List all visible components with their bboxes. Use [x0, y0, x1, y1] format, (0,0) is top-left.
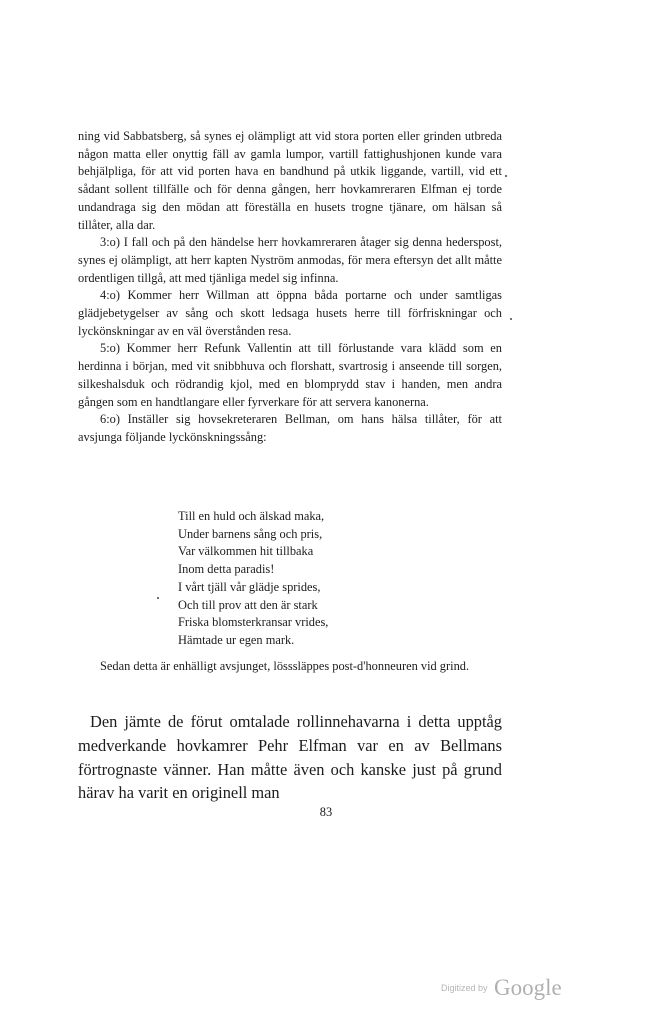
poem-line: Och till prov att den är stark — [178, 597, 318, 612]
digitized-by-label: Digitized by — [441, 983, 488, 993]
poem-line: Till en huld och älskad maka, — [178, 509, 325, 523]
paragraph-continuation: ning vid Sabbatsberg, så synes ej olämpligt att vid stora porten eller grinden utbreda någon matta eller onyttig fäll av gamla lumpor, vartill fattighushjonen kunde vara behjälpliga, för att vid porten hava en bandhund på utkik liggande, vartill, vid ett sådant sollent tillfälle och för denna gången, herr hovkamreraren Elfman ej torde undandraga sig den mödan att föreställa en husets trogne tjänare, om hälsan så tillåter, alla dar. — [78, 129, 502, 232]
poem-line: Hämtade ur egen mark. — [178, 632, 295, 647]
paragraph-item-5: 5:o) Kommer herr Refunk Vallentin att till förlustande vara klädd som en herdinna i början, med vit snibbhuva och florshatt, svartrosig i anseende till sorgen, silkeshalsduk och rödrandig kjol, med en blomprydd stav i handen, men andra gången som en handtlangare eller fyrverkare för att servera kanonerna. — [78, 341, 502, 409]
paragraph-item-3: 3:o) I fall och på den händelse herr hovkamreraren åtager sig denna hederspost, synes ej olämpligt, att herr kapten Nyström anmodas, för mera eftersyn det allt måtte ordentligen tillgå, att med tjänliga medel sig infinna. — [78, 235, 502, 285]
digitized-by-google-watermark — [441, 975, 562, 1001]
text-block-upper — [78, 128, 502, 447]
google-logo: Google — [493, 975, 562, 1000]
page-number: 83 — [319, 805, 333, 819]
main-paragraph: Den jämte de förut omtalade rollinnehavarna i detta upptåg medverkande hovkamrer Pehr Elfman var en av Bellmans förtrognaste vänner. Han måtte även och kanske just på grund härav ha varit en originell man — [78, 712, 502, 803]
ink-speck — [505, 175, 507, 177]
poem-line: I vårt tjäll vår glädje sprides, — [178, 579, 321, 594]
poem-line: Friska blomsterkransar vrides, — [178, 615, 329, 630]
paragraph-item-4: 4:o) Kommer herr Willman att öppna båda portarne och under samtligas glädjebetygelser av sång och skott ledsaga husets herre till förfriskningar och lyckönskningar av en väl överstånden resa. — [78, 288, 502, 338]
poem-line: Under barnens sång och pris, — [178, 526, 323, 541]
closing-paragraph: Sedan detta är enhälligt avsjunget, lösssläppes post-d'honneuren vid grind. — [100, 659, 470, 673]
poem-line: Var välkommen hit tillbaka — [178, 544, 314, 559]
poem-stanza — [178, 508, 438, 650]
text-block-closing — [78, 658, 502, 676]
main-text-block — [78, 710, 502, 805]
ink-speck — [157, 597, 159, 599]
ink-speck — [510, 318, 512, 320]
paragraph-item-6: 6:o) Inställer sig hovsekreteraren Bellman, om hans hälsa tillåter, för att avsjunga följande lyckönskningssång: — [78, 412, 502, 444]
poem-line: Inom detta paradis! — [178, 562, 275, 577]
